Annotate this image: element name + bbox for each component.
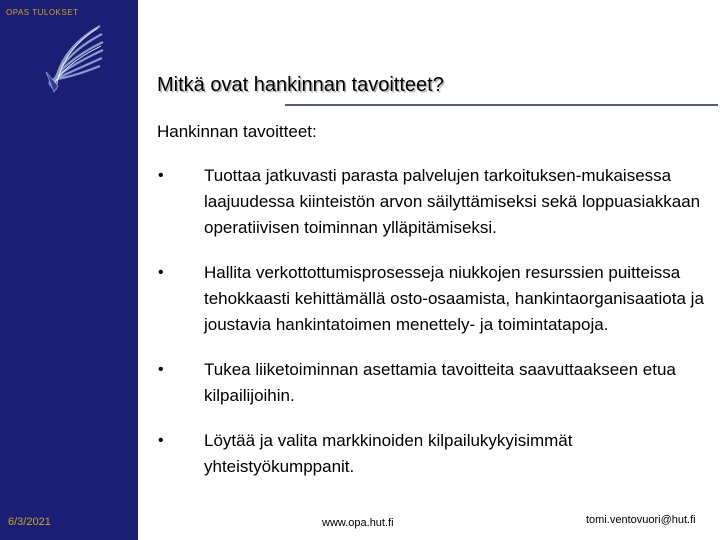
footer-url: www.opa.hut.fi xyxy=(322,517,394,529)
slide-title: Mitkä ovat hankinnan tavoitteet? xyxy=(157,74,444,96)
bullet-text: Löytää ja valita markkinoiden kilpailukykyisimmät yhteistyökumppanit. xyxy=(204,431,573,476)
bullet-text: Hallita verkottottumisprosesseja niukkojen resurssien puitteissa tehokkaasti kehittämällä osto-osaamista, hankintaorganisaatiota ja joustavia hankintatoimen menettely- ja toimintatapoja. xyxy=(204,263,704,334)
bullet-text: Tuottaa jatkuvasti parasta palvelujen tarkoituksen-mukaisessa laajuudessa kiinteistön arvon säilyttämiseksi sekä loppuasiakkaan operatiivisen toiminnan ylläpitämiseksi. xyxy=(204,166,701,237)
bullet-marker-icon: • xyxy=(158,264,164,281)
brand-name: OPAS TULOKSET xyxy=(6,8,79,17)
bullet-text: Tukea liiketoiminnan asettamia tavoitteita saavuttaakseen etua kilpailijoihin. xyxy=(204,360,676,405)
footer-email: tomi.ventovuori@hut.fi xyxy=(586,514,696,526)
sidebar xyxy=(0,0,138,540)
bullet-item xyxy=(158,357,718,409)
section-heading: Hankinnan tavoitteet: xyxy=(157,122,317,141)
bullet-item xyxy=(158,163,718,241)
slide-date: 6/3/2021 xyxy=(8,516,51,528)
bullet-item xyxy=(158,260,718,338)
bullet-item xyxy=(158,428,718,480)
bullet-list xyxy=(158,163,718,499)
bullet-marker-icon: • xyxy=(158,432,164,449)
bullet-marker-icon: • xyxy=(158,167,164,184)
pleated-fan-logo-icon xyxy=(40,20,110,98)
bullet-marker-icon: • xyxy=(158,361,164,378)
title-divider xyxy=(285,104,718,106)
